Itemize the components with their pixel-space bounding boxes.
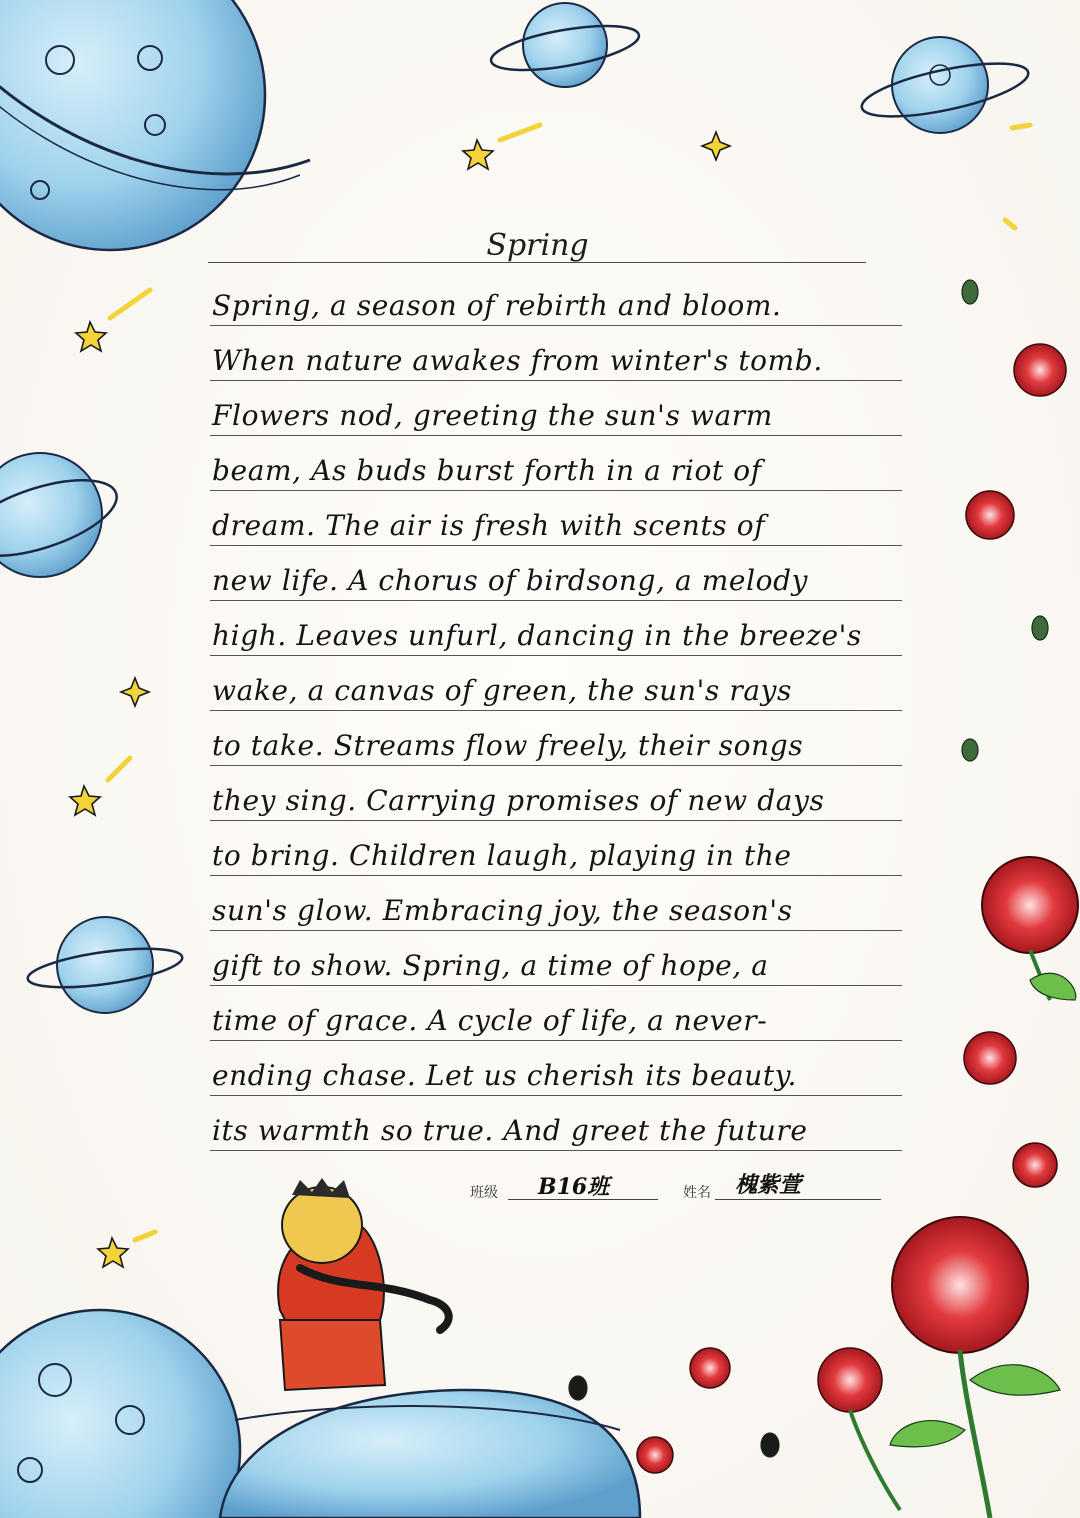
poem-line: Spring, a season of rebirth and bloom.	[210, 278, 902, 332]
little-prince-icon	[278, 1178, 449, 1390]
name-label: 姓名	[683, 1185, 711, 1201]
planet-left-lower-icon	[26, 917, 185, 1013]
title-underline	[208, 262, 866, 263]
page-title: Spring	[486, 228, 589, 263]
planet-top-center-icon	[488, 3, 642, 87]
poem-line: When nature awakes from winter's tomb.	[210, 333, 902, 387]
poem-line: sun's glow. Embracing joy, the season's	[210, 883, 902, 937]
planet-bottom-left-icon	[0, 1310, 240, 1518]
poem-line: beam, As buds burst forth in a riot of	[210, 443, 902, 497]
poem-line: to take. Streams flow freely, their songs	[210, 718, 902, 772]
poem-line: new life. A chorus of birdsong, a melody	[210, 553, 902, 607]
poem-line: its warmth so true. And greet the future	[210, 1103, 902, 1157]
poem-line: to bring. Children laugh, playing in the	[210, 828, 902, 882]
poem-line: high. Leaves unfurl, dancing in the breeze's	[210, 608, 902, 662]
poem-line: Flowers nod, greeting the sun's warm	[210, 388, 902, 442]
planet-top-right-icon	[858, 37, 1033, 133]
planet-top-left-icon	[0, 0, 310, 250]
poem-line: gift to show. Spring, a time of hope, a	[210, 938, 902, 992]
poem-line: ending chase. Let us cherish its beauty.	[210, 1048, 902, 1102]
poem-line: wake, a canvas of green, the sun's rays	[210, 663, 902, 717]
poem-line: they sing. Carrying promises of new days	[210, 773, 902, 827]
poem-line: time of grace. A cycle of life, a never-	[210, 993, 902, 1047]
name-value: 槐紫萱	[735, 1172, 802, 1198]
class-label: 班级	[470, 1185, 498, 1201]
name-field	[683, 1168, 883, 1204]
planet-left-middle-icon	[0, 453, 125, 577]
class-field	[470, 1168, 660, 1204]
poem-line: dream. The air is fresh with scents of	[210, 498, 902, 552]
class-value: B16班	[538, 1174, 610, 1200]
ground-ring-icon	[220, 1390, 640, 1518]
